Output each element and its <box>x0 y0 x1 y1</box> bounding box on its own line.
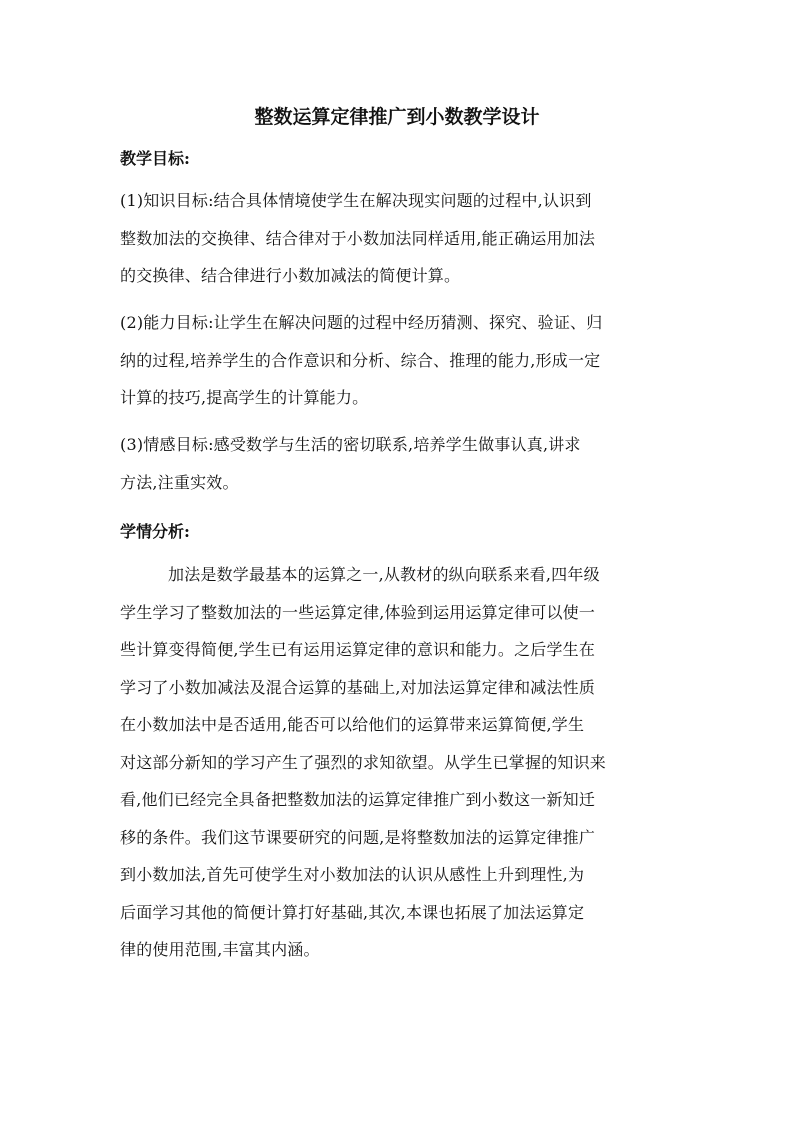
analysis-line: 加法是数学最基本的运算之一,从教材的纵向联系来看,四年级 <box>168 565 600 584</box>
document-title: 整数运算定律推广到小数教学设计 <box>254 106 540 128</box>
goals-heading: 教学目标: <box>120 149 190 168</box>
goal-ability-line: 纳的过程,培养学生的合作意识和分析、综合、推理的能力,形成一定 <box>120 350 601 370</box>
analysis-line: 些计算变得简便,学生已有运用运算定律的意识和能力。之后学生在 <box>120 640 596 659</box>
goal-ability-line: (2)能力目标:让学生在解决问题的过程中经历猜测、探究、验证、归 <box>120 313 603 332</box>
goal-knowledge-line: 的交换律、结合律进行小数加减法的简便计算。 <box>120 266 461 285</box>
analysis-line: 后面学习其他的简便计算打好基础,其次,本课也拓展了加法运算定 <box>120 902 585 922</box>
analysis-line: 学习了小数加减法及混合运算的基础上,对加法运算定律和减法性质 <box>120 677 596 697</box>
analysis-line: 移的条件。我们这节课要研究的问题,是将整数加法的运算定律推广 <box>120 827 596 847</box>
analysis-line: 看,他们已经完全具备把整数加法的运算定律推广到小数这一新知迁 <box>120 790 596 809</box>
goal-knowledge-line: (1)知识目标:结合具体情境使学生在解决现实问题的过程中,认识到 <box>120 191 592 210</box>
goal-emotion-line: 方法,注重实效。 <box>120 472 239 492</box>
goal-emotion-line: (3)情感目标:感受数学与生活的密切联系,培养学生做事认真,讲求 <box>120 435 581 454</box>
analysis-heading: 学情分析: <box>120 522 190 541</box>
goal-emotion <box>120 426 676 501</box>
analysis-line: 学生学习了整数加法的一些运算定律,体验到运用运算定律可以使一 <box>120 602 596 622</box>
analysis-line: 对这部分新知的学习产生了强烈的求知欲望。从学生已掌握的知识来 <box>120 752 607 772</box>
goal-knowledge <box>120 182 676 295</box>
analysis-line: 律的使用范围,丰富其内涵。 <box>120 940 320 959</box>
analysis-line: 在小数加法中是否适用,能否可以给他们的运算带来运算简便,学生 <box>120 715 585 734</box>
analysis-line: 到小数加法,首先可使学生对小数加法的认识从感性上升到理性,为 <box>120 865 585 884</box>
analysis-paragraph <box>120 556 676 969</box>
goal-ability-line: 计算的技巧,提高学生的计算能力。 <box>120 388 369 407</box>
goal-ability <box>120 304 676 417</box>
goal-knowledge-line: 整数加法的交换律、结合律对于小数加法同样适用,能正确运用加法 <box>120 228 596 248</box>
